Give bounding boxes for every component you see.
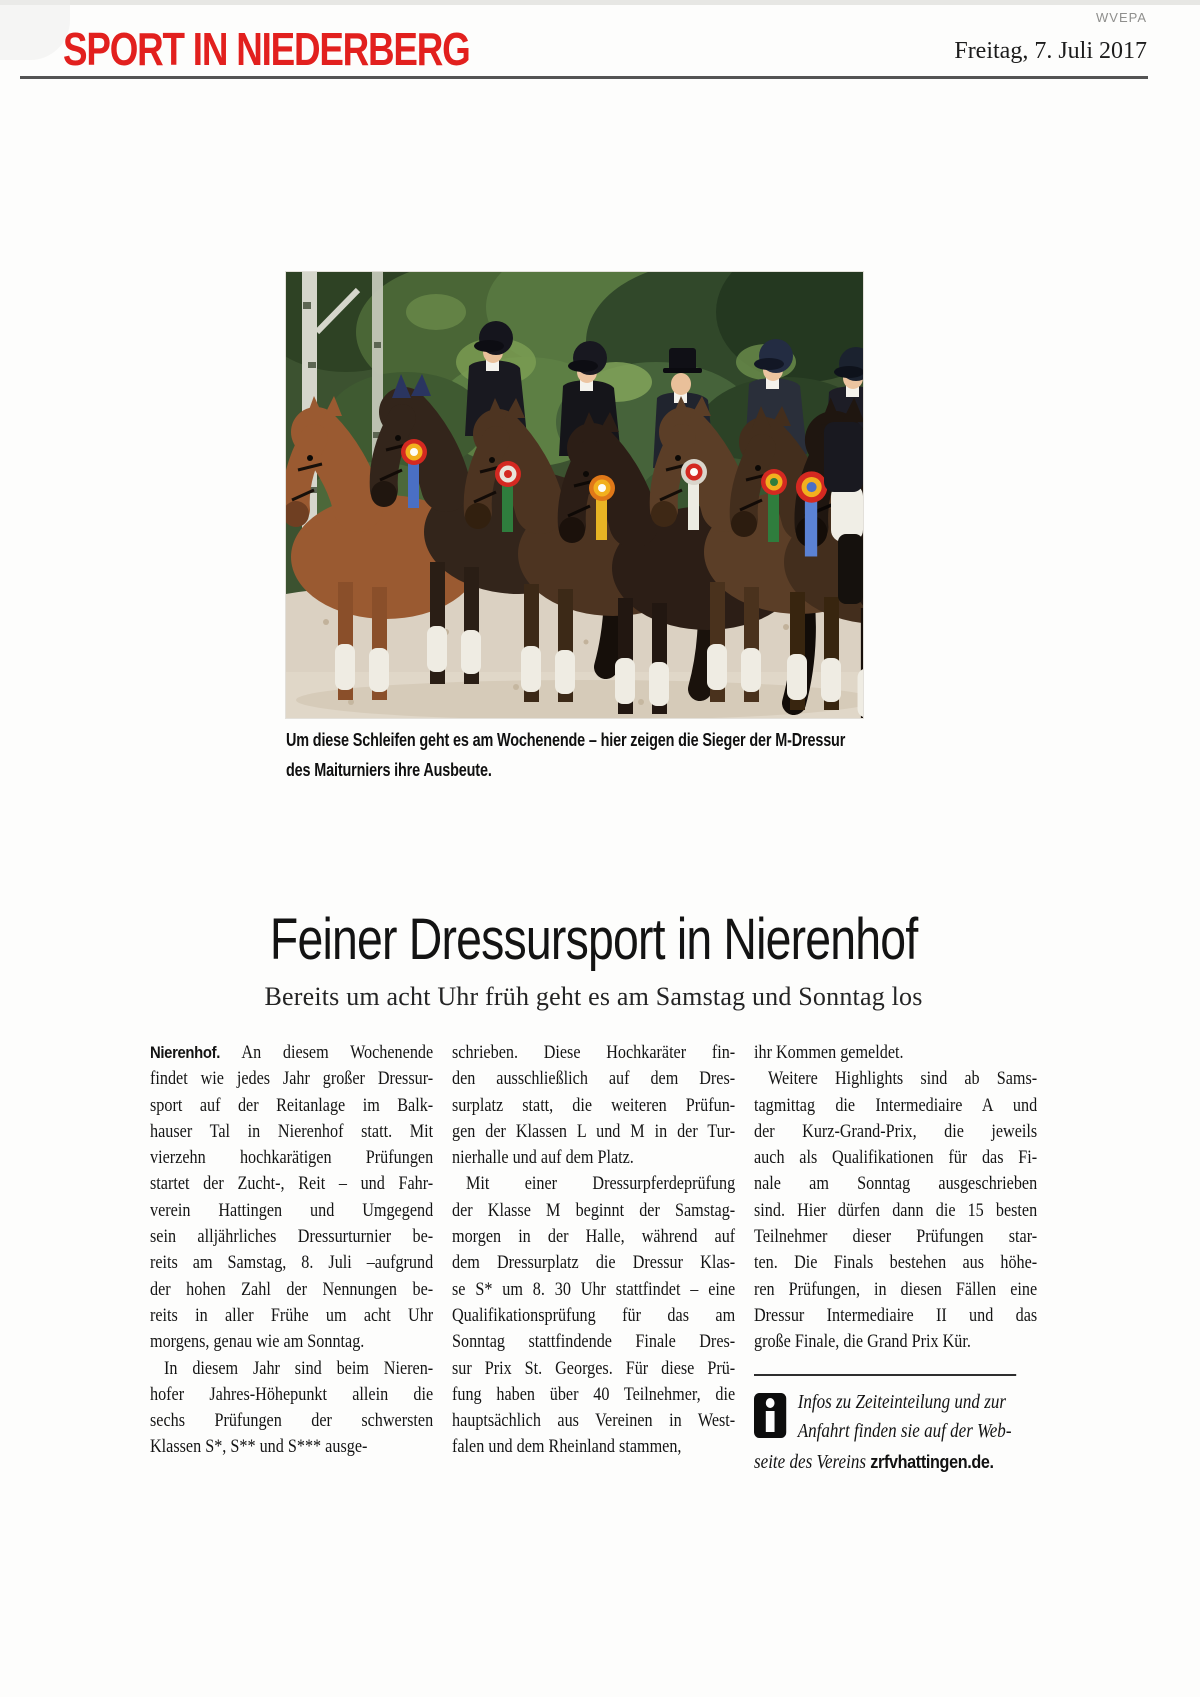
body-text-line: falen und dem Rheinland stammen, (452, 1437, 682, 1458)
info-box-line-prefix: seite des Vereins (754, 1451, 871, 1473)
article-subheadline: Bereits um acht Uhr früh geht es am Samstag und Sonntag los (264, 982, 923, 1011)
info-box-body (754, 1388, 1027, 1478)
body-text-line: der Kurz-Grand-Prix, die jeweils (754, 1121, 1038, 1142)
date-line: Freitag, 7. Juli 2017 (954, 38, 1147, 64)
scan-edge (0, 0, 1200, 5)
photo-caption-line: Um diese Schleifen geht es am Wochenende – hier zeigen die Sieger der M-Dressur (286, 729, 846, 750)
body-column-1 (150, 1040, 433, 1461)
body-text-line: Klassen S*, S** und S*** ausge- (150, 1437, 368, 1458)
article-photo (286, 272, 863, 718)
body-text-line: nierhalle und auf dem Platz. (452, 1148, 634, 1169)
body-text-line: hofer Jahres-Höhepunkt allein die (150, 1384, 434, 1405)
body-text-line: ten. Die Finals bestehen aus höhe- (754, 1253, 1038, 1274)
body-text-line: Weitere Highlights sind ab Sams- (767, 1069, 1038, 1090)
body-text-line: ihr Kommen gemeldet. (754, 1043, 904, 1063)
body-text-line: reits in aller Frühe um acht Uhr (150, 1305, 434, 1326)
article-headline-text: Feiner Dressursport in Nierenhof (269, 907, 918, 972)
article-headline (0, 906, 1187, 973)
body-text-line: tagmittag die Intermediaire A und (754, 1095, 1038, 1116)
body-text-line: morgen in der Halle, während auf (452, 1227, 736, 1248)
body-text-line: sind. Hier dürfen dann die 15 besten (754, 1200, 1038, 1221)
body-text-line: gen der Klassen L und M in der Tur- (452, 1121, 736, 1142)
body-text-line: dem Dressurplatz die Dressur Klas- (452, 1253, 736, 1274)
body-column-2 (452, 1040, 735, 1461)
body-text-line: Sonntag stattfindende Finale Dres- (452, 1332, 736, 1353)
club-website: zrfvhattingen.de. (870, 1450, 994, 1472)
body-text-line: sein alljährliches Dressurturnier be- (150, 1227, 434, 1248)
photo-caption-line: des Maiturniers ihre Ausbeute. (286, 759, 492, 780)
body-text-line: Teilnehmer dieser Prüfungen star- (754, 1227, 1038, 1248)
header-divider (20, 76, 1148, 79)
body-text-line: sur Prix St. Georges. Für diese Prü- (452, 1358, 736, 1379)
body-text-line: hauptsächlich aus Vereinen in West- (452, 1411, 736, 1432)
scan-smudge (0, 0, 70, 60)
body-text-line: morgens, genau wie am Sonntag. (150, 1332, 365, 1353)
body-text-line: reits am Samstag, 8. Juli –aufgrund (150, 1253, 434, 1274)
body-text-line: den ausschließlich auf dem Dres- (452, 1069, 736, 1090)
body-text-line: vierzehn hochkarätigen Prüfungen (150, 1148, 434, 1169)
body-column-3 (754, 1040, 1037, 1477)
body-column-3-lines (754, 1040, 1037, 1356)
body-text-line: nale am Sonntag ausgeschrieben (754, 1174, 1038, 1195)
info-icon (754, 1393, 786, 1438)
body-text-line: Nierenhof. An diesem Wochenende (150, 1043, 434, 1063)
body-text-line: Mit einer Dressurpferdeprüfung (465, 1174, 736, 1195)
body-text-line: der Klasse M beginnt der Samstag- (452, 1200, 736, 1221)
location-lead: Nierenhof. (150, 1043, 242, 1062)
photo-illustration (286, 272, 863, 718)
agency-label: WVEPA (1096, 10, 1147, 25)
section-title: SPORT IN NIEDERBERG (63, 23, 470, 75)
body-text-line: se S* um 8. 30 Uhr stattfindet – eine (452, 1279, 736, 1300)
body-text-line: Qualifikationsprüfung für das am (452, 1305, 736, 1326)
info-box-line: Anfahrt finden sie auf der Web- (797, 1421, 1012, 1443)
info-box-divider (754, 1374, 1016, 1376)
body-text-line: findet wie jedes Jahr großer Dressur- (150, 1069, 434, 1090)
body-text-line: hauser Tal in Nierenhof statt. Mit (150, 1121, 434, 1142)
body-text-line: auch als Qualifikationen für das Fi- (754, 1148, 1038, 1169)
body-text-line: verein Hattingen und Umgegend (150, 1200, 434, 1221)
body-text-line: große Finale, die Grand Prix Kür. (754, 1332, 971, 1353)
body-text-line: startet der Zucht-, Reit – und Fahr- (150, 1174, 434, 1195)
body-text-line: In diesem Jahr sind beim Nieren- (163, 1358, 434, 1379)
photo-caption (286, 725, 865, 785)
body-text-line: Dressur Intermediaire II und das (754, 1305, 1038, 1326)
body-text-line: schrieben. Diese Hochkaräter fin- (452, 1043, 736, 1063)
body-text-line: sport auf der Reitanlage im Balk- (150, 1095, 434, 1116)
body-text-line: ren Prüfungen, in diesen Fällen eine (754, 1279, 1038, 1300)
body-text-line: der hohen Zahl der Nennungen be- (150, 1279, 434, 1300)
info-box-line (754, 1447, 1027, 1478)
info-box (754, 1374, 1027, 1478)
info-box-line: Infos zu Zeiteinteilung und zur (797, 1391, 1007, 1413)
body-text-line: surplatz statt, die weiteren Prüfun- (452, 1095, 736, 1116)
body-text-line: fung haben über 40 Teilnehmer, die (452, 1384, 736, 1405)
body-text-line: sechs Prüfungen der schwersten (150, 1411, 434, 1432)
